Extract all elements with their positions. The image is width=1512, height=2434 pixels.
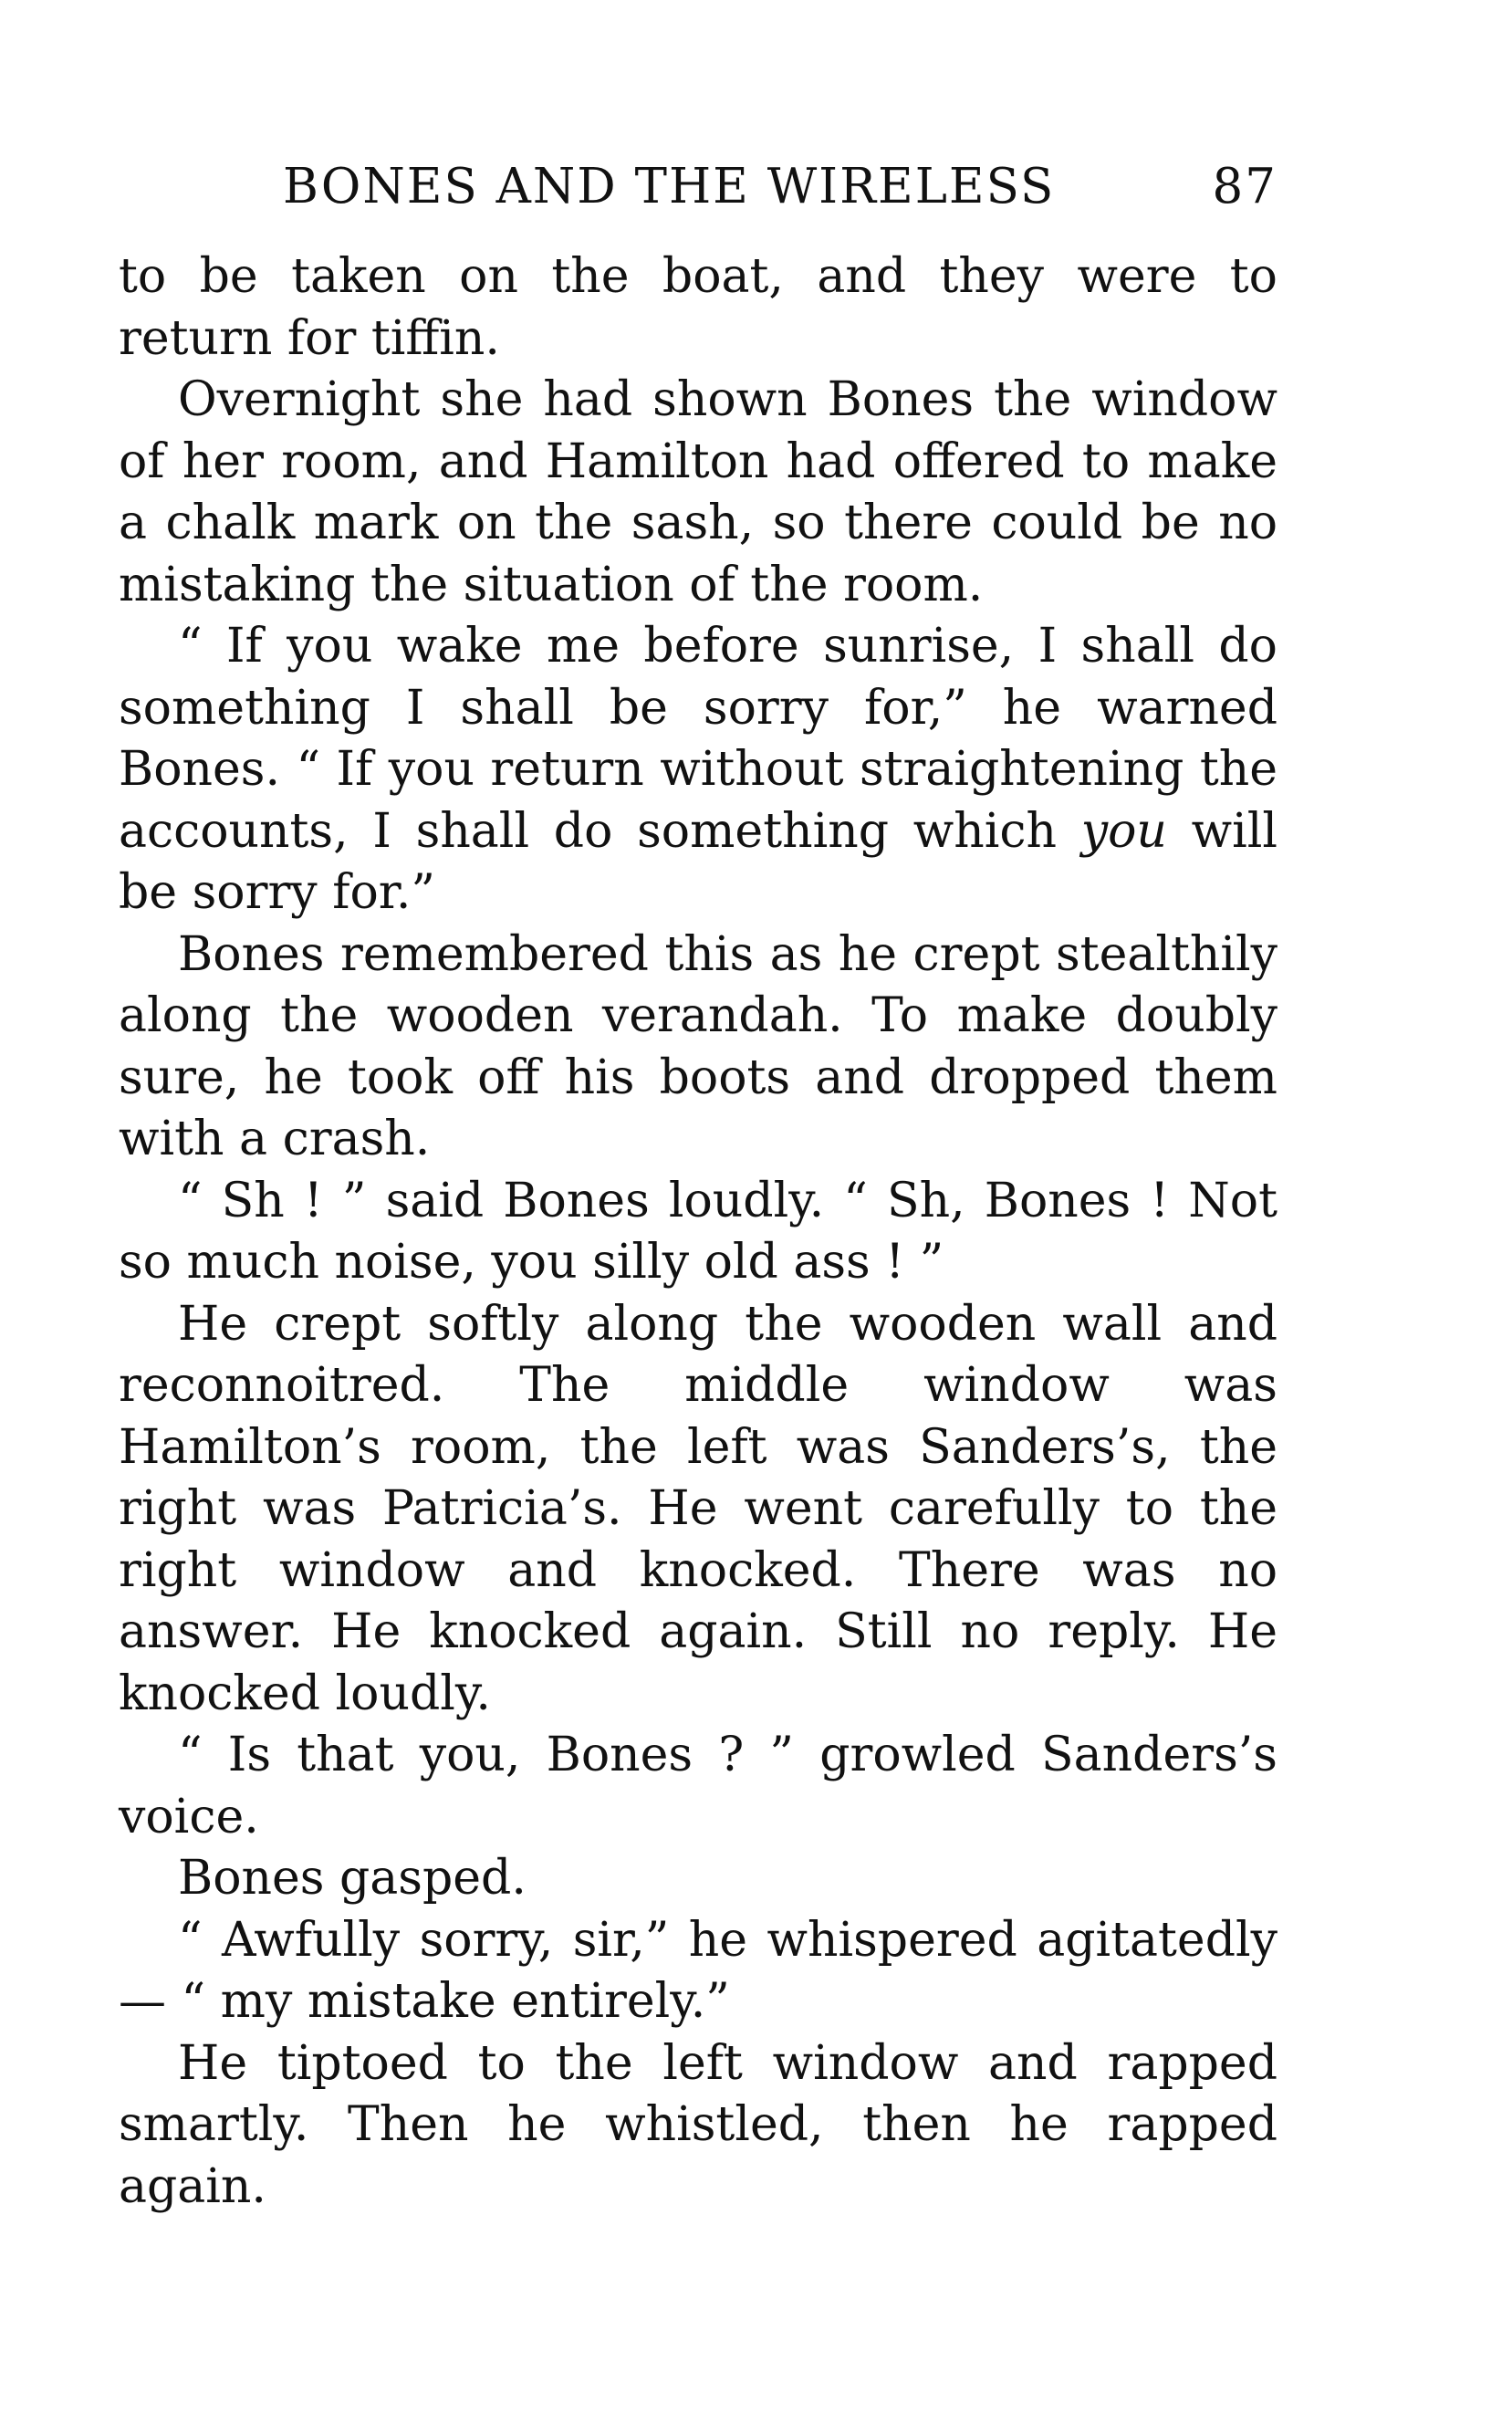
running-title: BONES AND THE WIRELESS [283,159,1056,214]
paragraph: “ Awfully sorry, sir,” he whispered agitatedly— “ my mistake entirely.” [119,1912,1277,2029]
paragraph: Bones remembered this as he crept stealthily along the wooden verandah. To make doubly sure, he took off his boots and dropped them with a crash. [119,926,1277,1166]
paragraph: “ Is that you, Bones ? ” growled Sanders’s voice. [119,1728,1277,1844]
paragraph: He crept softly along the wooden wall and reconnoitred. The middle window was Hamilton’s room, the left was Sanders’s, the right was Patricia’s. He went carefully to the right window and knocked. There was no answer. He knocked again. Still no reply. He knocked loudly. [119,1296,1277,1721]
page-number: 87 [1212,159,1277,214]
paragraph: Bones gasped. [178,1851,527,1906]
paragraph [119,616,1277,925]
book-page [119,146,1277,2218]
paragraph: Overnight she had shown Bones the window of her room, and Hamilton had offered to make a chalk mark on the sash, so there could be no mistaking the situation of the room. [119,372,1277,612]
paragraph: He tiptoed to the left window and rapped smartly. Then he whistled, then he rapped again. [119,2035,1277,2214]
paragraph: “ Sh ! ” said Bones loudly. “ Sh, Bones ! Not so much noise, you silly old ass ! ” [119,1173,1277,1290]
paragraph-text: “ If you wake me before sunrise, I shall do something I shall be sorry for,” he warned Bones. “ If you return without straightening the accounts, I shall do something which [119,619,1277,859]
paragraph: to be taken on the boat, and they were to return for tiffin. [119,249,1277,366]
running-head [119,146,1277,228]
body-text [119,246,1277,2218]
emphasized-word: you [1080,803,1167,859]
paragraph-text: will be sorry for.” [119,803,1278,920]
